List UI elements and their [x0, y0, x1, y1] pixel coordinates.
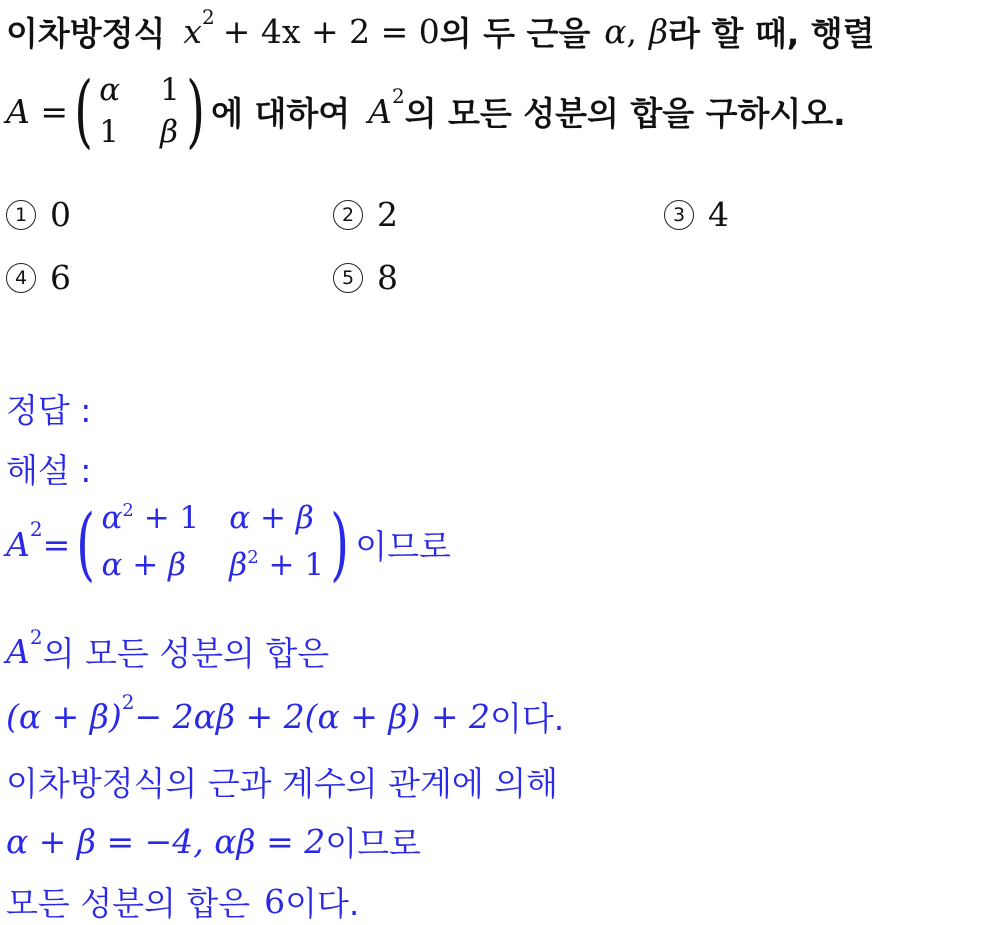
relation-line — [6, 758, 558, 805]
question-line-1 — [6, 4, 875, 55]
expr-exp: 2 — [121, 689, 135, 714]
choice-number: 1 — [6, 200, 36, 230]
question-suffix: 라 할 때, 행렬 — [668, 14, 875, 53]
left-paren: ( — [76, 497, 96, 590]
n11-rest: + 1 — [143, 500, 200, 536]
sum-line — [6, 624, 330, 675]
final-value: 6 — [264, 882, 286, 921]
matrix-A — [68, 64, 211, 157]
alpha-symbol: α — [604, 12, 627, 51]
expr-suffix: 이다. — [489, 699, 565, 738]
question-prefix: 이차방정식 — [6, 14, 166, 53]
vieta-line — [6, 818, 421, 865]
n11-exp: 2 — [122, 500, 134, 521]
final-prefix: 모든 성분의 합은 — [6, 884, 251, 923]
sum-suffix: 의 모든 성분의 합은 — [42, 634, 330, 673]
n22-beta: β — [229, 547, 248, 583]
A2-exp: 2 — [391, 84, 405, 108]
relation-text: 이차방정식의 근과 계수의 관계에 의해 — [6, 764, 559, 803]
question-line2-mid: 에 대하여 — [211, 93, 351, 133]
sum-exp: 2 — [29, 624, 43, 649]
choice-1[interactable] — [6, 195, 71, 234]
question-line2-suffix: 의 모든 성분의 합을 구하시오. — [404, 93, 846, 133]
eq-x: x — [183, 12, 203, 51]
n21: α + β — [101, 547, 186, 583]
matrix-a21: 1 — [99, 114, 119, 150]
choice-value: 0 — [50, 195, 71, 234]
lhs-equals: = — [42, 524, 71, 564]
left-paren: ( — [74, 64, 93, 157]
expr-b: − 2αβ + 2(α + β) + 2 — [134, 697, 490, 736]
right-paren: ) — [330, 497, 350, 590]
lhs-base: A — [6, 524, 30, 564]
explanation-matrix-line — [6, 498, 451, 590]
choice-3[interactable] — [664, 195, 729, 234]
choice-value: 6 — [50, 258, 71, 297]
vieta-expr: α + β = −4, αβ = 2 — [6, 822, 326, 861]
choice-number: 4 — [6, 263, 36, 293]
choice-4[interactable] — [6, 258, 71, 297]
explanation-label: 해설 : — [6, 451, 92, 490]
n11-alpha: α — [101, 500, 123, 536]
choice-number: 2 — [333, 200, 363, 230]
matrix-a11: α — [99, 72, 121, 108]
sum-base: A — [6, 632, 30, 671]
final-line — [6, 878, 359, 925]
expr-a: (α + β) — [6, 697, 122, 736]
expression-line — [6, 689, 565, 740]
matrix-a22: β — [160, 114, 179, 150]
matrix-label: A = — [6, 91, 68, 131]
choice-5[interactable] — [333, 258, 398, 297]
lhs-exp: 2 — [29, 517, 43, 541]
right-paren: ) — [186, 64, 205, 157]
matrix-a12: 1 — [160, 72, 180, 108]
eq-rest: + 4x + 2 = 0 — [222, 12, 440, 51]
choice-value: 4 — [708, 195, 729, 234]
answer-label-line — [6, 385, 91, 432]
choice-value: 8 — [377, 258, 398, 297]
choice-number: 5 — [333, 263, 363, 293]
n12: α + β — [229, 500, 314, 536]
eq-exponent: 2 — [202, 4, 215, 29]
explanation-label-line — [6, 445, 91, 492]
vieta-suffix: 이므로 — [325, 824, 421, 863]
n22-exp: 2 — [247, 547, 259, 568]
question-mid: 의 두 근을 — [439, 14, 591, 53]
beta-symbol: β — [649, 12, 669, 51]
answer-label: 정답 : — [6, 391, 92, 430]
comma: , — [626, 12, 638, 51]
matrix-suffix: 이므로 — [355, 526, 451, 566]
matrix-A-squared — [70, 498, 355, 590]
n22-rest: + 1 — [268, 547, 325, 583]
choice-2[interactable] — [333, 195, 398, 234]
A2-base: A — [368, 91, 392, 131]
question-line-2 — [6, 64, 846, 157]
choice-number: 3 — [664, 200, 694, 230]
choice-value: 2 — [377, 195, 398, 234]
final-suffix: 이다. — [285, 884, 360, 923]
